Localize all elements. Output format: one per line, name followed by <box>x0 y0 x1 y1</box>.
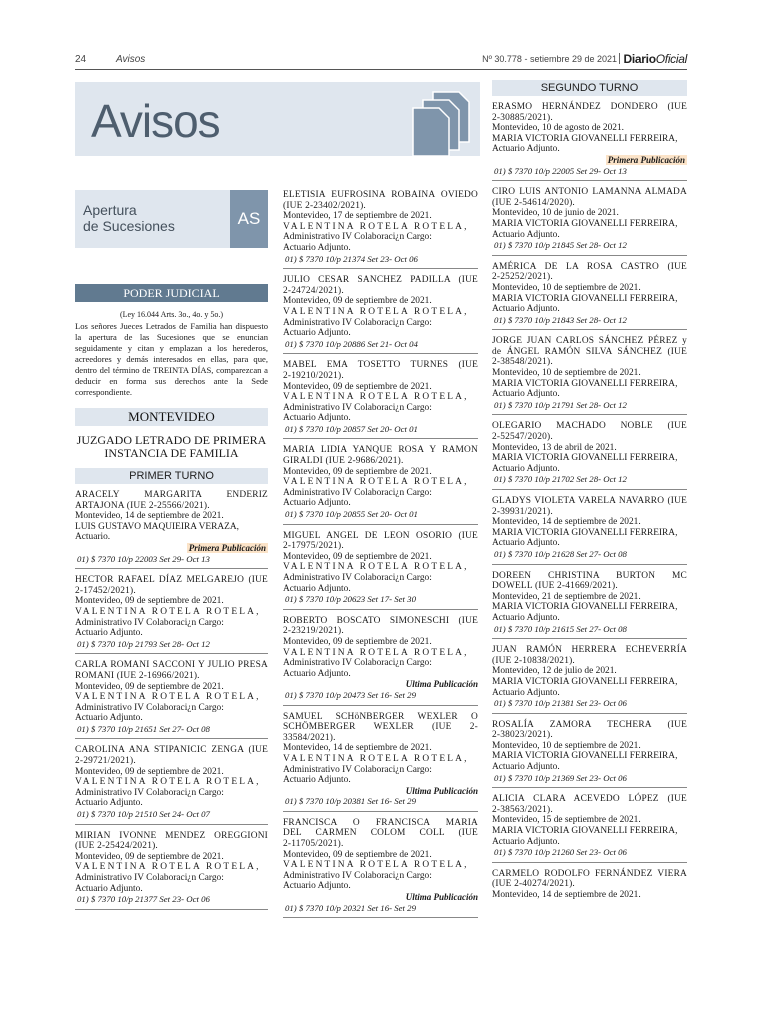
notice-name <box>75 490 268 511</box>
poder-judicial-heading: PODER JUDICIAL <box>75 284 268 302</box>
notice-reference: 01) $ 7370 10/p 20381 Set 16- Set 29 <box>285 796 416 807</box>
notice-signatory: VALENTINA ROTELA ROTELA, <box>75 692 261 703</box>
notice-signatory: MARIA VICTORIA GIOVANELLI FERREIRA, <box>492 676 678 687</box>
notice-signatory: Administrativo IV Colaboraci¿n Cargo: <box>283 317 432 328</box>
notice-entry <box>492 496 687 565</box>
notice-name-line: 2-30885/2021). <box>492 112 553 123</box>
notice-date: Montevideo, 10 de junio de 2021. <box>492 208 619 219</box>
notice-name <box>492 571 687 592</box>
notice-name-line: 2-17452/2021). <box>75 585 136 596</box>
notice-name-line: de ÁNGEL RAMÓN SILVA SÁNCHEZ (IUE <box>492 346 687 357</box>
notice-name <box>75 660 268 681</box>
notice-signatory: Actuario. <box>75 532 111 543</box>
notice-signatory: Actuario Adjunto. <box>75 798 143 809</box>
notice-reference: 01) $ 7370 10/p 21260 Set 23- Oct 06 <box>494 847 627 858</box>
brand-logo <box>619 52 687 66</box>
notice-date: Montevideo, 21 de septiembre de 2021. <box>492 591 641 602</box>
publication-label <box>283 679 478 690</box>
notice-date: Montevideo, 14 de septiembre de 2021. <box>283 743 432 754</box>
notice-name <box>283 445 478 466</box>
notice-name <box>283 360 478 381</box>
notice-signatory: Actuario Adjunto. <box>283 413 351 424</box>
notice-signatory: Actuario Adjunto. <box>283 668 351 679</box>
notice-entry <box>75 575 268 654</box>
notice-name <box>283 275 478 296</box>
turno-heading-segundo: SEGUNDO TURNO <box>492 80 687 96</box>
notice-name <box>283 616 478 637</box>
notice-name <box>492 496 687 517</box>
notice-name-line: JORGE JUAN CARLOS SÁNCHEZ PÉREZ y <box>492 336 687 347</box>
notice-name-line: GLADYS VIOLETA VARELA NAVARRO (IUE <box>492 496 687 506</box>
notice-reference: 01) $ 7370 10/p 22005 Set 29- Oct 13 <box>494 165 627 176</box>
notice-signatory: VALENTINA ROTELA ROTELA, <box>283 753 469 764</box>
notice-name-line: MABEL EMA TOSETTO TURNES (IUE <box>283 360 478 371</box>
notice-name-line: 2-23219/2021). <box>283 626 344 637</box>
notice-signatory: MARIA VICTORIA GIOVANELLI FERREIRA, <box>492 218 678 229</box>
notice-reference: 01) $ 7370 10/p 21615 Set 27- Oct 08 <box>494 623 627 634</box>
brand-bold: Diario <box>623 52 656 66</box>
notice-reference: 01) $ 7370 10/p 21381 Set 23- Oct 06 <box>494 698 627 709</box>
notice-entry <box>492 421 687 490</box>
location-heading: MONTEVIDEO <box>75 408 268 426</box>
notice-signatory: Actuario Adjunto. <box>492 612 560 623</box>
notice-name-line: HECTOR RAFAEL DÍAZ MELGAREJO (IUE <box>75 575 268 586</box>
apertura-badge: AS <box>230 190 268 248</box>
section-banner <box>75 82 480 156</box>
notice-name <box>75 745 268 766</box>
section-name: Avisos <box>116 54 146 65</box>
notice-name <box>492 336 687 368</box>
notice-entry <box>492 262 687 331</box>
apertura-line2: de Sucesiones <box>83 218 175 234</box>
notice-date: Montevideo, 14 de septiembre de 2021. <box>492 517 641 528</box>
notice-signatory: Actuario Adjunto. <box>492 836 560 847</box>
notice-name-line: OLEGARIO MACHADO NOBLE (IUE <box>492 421 687 432</box>
notice-signatory: Actuario Adjunto. <box>283 881 351 892</box>
notice-name-line: 2-24724/2021). <box>283 285 344 296</box>
intro-paragraph: Los señores Jueces Letrados de Familia han dispuesto la apertura de las Sucesiones que se enuncian seguidamente y citan y emplazan a los herederos, acreedores y demás interesados en ellas, para que, dentro del término de TREINTA DÍAS, comparezcan a deducir en forma sus derechos ante la Sede correspondiente. <box>75 321 268 397</box>
notice-entry <box>283 531 478 610</box>
notice-name-line: AMÉRICA DE LA ROSA CASTRO (IUE <box>492 261 687 272</box>
notice-signatory: VALENTINA ROTELA ROTELA, <box>283 221 469 232</box>
notice-name-line: ARACELY MARGARITA ENDERIZ <box>75 490 268 500</box>
notice-signatory: Administrativo IV Colaboraci¿n Cargo: <box>283 764 432 775</box>
notice-name-line: ELETISIA EUFROSINA ROBAINA OVIEDO <box>283 190 478 200</box>
notice-name-line: 2-25252/2021). <box>492 272 553 283</box>
notice-date: Montevideo, 12 de julio de 2021. <box>492 666 617 677</box>
notice-entry <box>492 571 687 640</box>
notice-name-line: 2-11705/2021). <box>283 839 344 850</box>
notice-name-line: DOWELL (IUE 2-41669/2021). <box>492 581 618 592</box>
notice-date: Montevideo, 09 de septiembre de 2021. <box>283 636 432 647</box>
court-heading: JUZGADO LETRADO DE PRIMERA INSTANCIA DE FAMILIA <box>76 433 267 460</box>
notice-reference: 01) $ 7370 10/p 21651 Set 27- Oct 08 <box>77 723 210 734</box>
notice-entry <box>75 831 268 910</box>
notice-name-line: 2-52547/2020). <box>492 432 553 443</box>
notice-entry <box>492 645 687 714</box>
notice-signatory: VALENTINA ROTELA ROTELA, <box>283 392 469 403</box>
notice-name-line: (IUE 2-40274/2021). <box>492 879 575 890</box>
notice-entry <box>283 360 478 439</box>
notice-signatory: Actuario Adjunto. <box>75 713 143 724</box>
notice-reference: 01) $ 7370 10/p 20855 Set 20- Oct 01 <box>285 509 418 520</box>
notice-name <box>492 102 687 123</box>
notice-signatory: Administrativo IV Colaboraci¿n Cargo: <box>75 617 224 628</box>
apertura-box <box>75 190 268 248</box>
notice-signatory: Administrativo IV Colaboraci¿n Cargo: <box>75 787 224 798</box>
notice-date: Montevideo, 09 de septiembre de 2021. <box>283 849 432 860</box>
notice-name <box>492 187 687 208</box>
notice-signatory: Actuario Adjunto. <box>492 687 560 698</box>
notice-signatory: Administrativo IV Colaboraci¿n Cargo: <box>75 702 224 713</box>
apertura-line1: Apertura <box>83 202 137 218</box>
notice-date: Montevideo, 14 de septiembre de 2021. <box>492 890 641 900</box>
notice-name-line: MIGUEL ANGEL DE LEON OSORIO (IUE <box>283 530 478 541</box>
publication-label-text: Primera Publicación <box>607 154 685 165</box>
notice-name-line: CARLA ROMANI SACCONI Y JULIO PRESA <box>75 660 268 671</box>
notice-signatory: Actuario Adjunto. <box>283 328 351 339</box>
publication-label <box>283 786 478 797</box>
notice-reference: 01) $ 7370 10/p 20623 Set 17- Set 30 <box>285 594 416 605</box>
notice-entry <box>75 490 268 569</box>
notice-signatory: Administrativo IV Colaboraci¿n Cargo: <box>283 658 432 669</box>
notice-reference: 01) $ 7370 10/p 20473 Set 16- Set 29 <box>285 689 416 700</box>
notice-name-line: ARTAJONA (IUE 2-25566/2021). <box>75 500 210 511</box>
notice-reference: 01) $ 7370 10/p 21843 Set 28- Oct 12 <box>494 314 627 325</box>
column-3 <box>492 80 687 905</box>
notice-entry <box>492 336 687 415</box>
notice-name <box>283 190 478 211</box>
notice-reference: 01) $ 7370 10/p 21510 Set 24- Oct 07 <box>77 809 210 820</box>
notice-reference: 01) $ 7370 10/p 21702 Set 28- Oct 12 <box>494 474 627 485</box>
notice-signatory: Administrativo IV Colaboraci¿n Cargo: <box>283 870 432 881</box>
notice-signatory: LUIS GUSTAVO MAQUIEIRA VERAZA, <box>75 521 240 532</box>
notice-name-line: DEL CARMEN COLOM COLL (IUE <box>283 828 478 839</box>
notice-signatory: MARIA VICTORIA GIOVANELLI FERREIRA, <box>492 453 678 464</box>
notice-date: Montevideo, 15 de septiembre de 2021. <box>492 815 641 826</box>
notice-name-line: JULIO CESAR SANCHEZ PADILLA (IUE <box>283 275 478 286</box>
publication-label <box>492 155 687 166</box>
notice-name-line: 2-39931/2021). <box>492 506 553 517</box>
notice-signatory: Actuario Adjunto. <box>492 463 560 474</box>
notice-reference: 01) $ 7370 10/p 21793 Set 28- Oct 12 <box>77 638 210 649</box>
notice-signatory: VALENTINA ROTELA ROTELA, <box>75 777 261 788</box>
publication-label-text: Ultima Publicación <box>405 785 478 796</box>
notice-name-line: (IUE 2-23402/2021). <box>283 200 366 211</box>
entries-col3 <box>492 102 687 905</box>
notice-entry <box>75 660 268 739</box>
notice-signatory: MARIA VICTORIA GIOVANELLI FERREIRA, <box>492 826 678 837</box>
notice-date: Montevideo, 09 de septiembre de 2021. <box>75 681 224 692</box>
notice-signatory: Actuario Adjunto. <box>492 304 560 315</box>
notice-name <box>492 262 687 283</box>
notice-signatory: MARIA VICTORIA GIOVANELLI FERREIRA, <box>492 527 678 538</box>
publication-label <box>75 543 268 554</box>
publication-label-text: Ultima Publicación <box>405 892 478 903</box>
notice-date: Montevideo, 09 de septiembre de 2021. <box>75 766 224 777</box>
notice-name-line: JUAN RAMÓN HERRERA ECHEVERRÍA <box>492 645 687 656</box>
notice-name <box>492 645 687 666</box>
notice-date: Montevideo, 13 de abril de 2021. <box>492 442 617 453</box>
notice-signatory: MARIA VICTORIA GIOVANELLI FERREIRA, <box>492 133 678 144</box>
notice-signatory: Actuario Adjunto. <box>492 538 560 549</box>
notice-date: Montevideo, 14 de septiembre de 2021. <box>75 511 224 522</box>
notice-signatory: Actuario Adjunto. <box>75 883 143 894</box>
notice-name-line: GIRALDI (IUE 2-9686/2021). <box>283 456 404 467</box>
banner-title: Avisos <box>91 95 220 147</box>
notice-name <box>492 421 687 442</box>
notice-reference: 01) $ 7370 10/p 21377 Set 23- Oct 06 <box>77 894 210 905</box>
notice-reference: 01) $ 7370 10/p 20857 Set 20- Oct 01 <box>285 423 418 434</box>
notice-reference: 01) $ 7370 10/p 21791 Set 28- Oct 12 <box>494 399 627 410</box>
notice-signatory: VALENTINA ROTELA ROTELA, <box>283 562 469 573</box>
notice-signatory: Actuario Adjunto. <box>492 144 560 155</box>
notice-name-line: DOREEN CHRISTINA BURTON MC <box>492 570 687 581</box>
notice-reference: 01) $ 7370 10/p 21845 Set 28- Oct 12 <box>494 240 627 251</box>
notice-signatory: VALENTINA ROTELA ROTELA, <box>283 477 469 488</box>
notice-name <box>75 831 268 852</box>
notice-signatory: Actuario Adjunto. <box>492 229 560 240</box>
notice-reference: 01) $ 7370 10/p 21369 Set 23- Oct 06 <box>494 772 627 783</box>
notice-name-line: (IUE 2-25424/2021). <box>75 841 158 852</box>
notice-signatory: VALENTINA ROTELA ROTELA, <box>75 606 261 617</box>
notice-name-line: 2-29721/2021). <box>75 756 136 767</box>
column-2 <box>283 190 478 918</box>
notice-date: Montevideo, 09 de septiembre de 2021. <box>283 551 432 562</box>
page-number: 24 <box>75 54 87 65</box>
notice-date: Montevideo, 09 de septiembre de 2021. <box>75 851 224 862</box>
notice-name-line: ROMANI (IUE 2-16966/2021). <box>75 670 200 681</box>
notice-name-line: 2-19210/2021). <box>283 370 344 381</box>
notice-date: Montevideo, 17 de septiembre de 2021. <box>283 211 432 222</box>
notice-date: Montevideo, 09 de septiembre de 2021. <box>283 466 432 477</box>
notice-name <box>283 712 478 744</box>
notice-name-line: CAROLINA ANA STIPANICIC ZENGA (IUE <box>75 745 268 756</box>
notice-entry <box>283 190 478 269</box>
publication-label-text: Ultima Publicación <box>405 679 478 690</box>
notice-signatory: Administrativo IV Colaboraci¿n Cargo: <box>283 573 432 583</box>
notice-name <box>283 818 478 850</box>
notice-reference: 01) $ 7370 10/p 20886 Set 21- Oct 04 <box>285 338 418 349</box>
notice-date: Montevideo, 10 de septiembre de 2021. <box>492 282 641 293</box>
notice-date: Montevideo, 09 de septiembre de 2021. <box>75 596 224 607</box>
notice-date: Montevideo, 10 de septiembre de 2021. <box>492 740 641 751</box>
notice-name-line: 2-38548/2021). <box>492 357 553 368</box>
notice-signatory: VALENTINA ROTELA ROTELA, <box>283 860 469 871</box>
notice-signatory: Actuario Adjunto. <box>283 583 351 594</box>
entries-col2 <box>283 190 478 918</box>
notice-signatory: VALENTINA ROTELA ROTELA, <box>283 647 469 658</box>
notice-signatory: Actuario Adjunto. <box>75 628 143 639</box>
notice-name-line: CIRO LUIS ANTONIO LAMANNA ALMADA <box>492 187 687 198</box>
notice-signatory: MARIA VICTORIA GIOVANELLI FERREIRA, <box>492 293 678 304</box>
notice-name <box>492 720 687 741</box>
notice-entry <box>283 616 478 706</box>
notice-entry <box>492 869 687 905</box>
notice-name <box>492 794 687 815</box>
page-header <box>75 50 687 70</box>
notice-date: Montevideo, 09 de septiembre de 2021. <box>283 381 432 392</box>
notice-signatory: Actuario Adjunto. <box>283 242 351 253</box>
notice-name <box>492 869 687 890</box>
notice-name <box>283 531 478 552</box>
notice-signatory: Actuario Adjunto. <box>492 762 560 773</box>
notice-signatory: MARIA VICTORIA GIOVANELLI FERREIRA, <box>492 378 678 389</box>
notice-date: Montevideo, 09 de septiembre de 2021. <box>283 296 432 307</box>
notice-signatory: MARIA VICTORIA GIOVANELLI FERREIRA, <box>492 751 678 762</box>
law-reference: (Ley 16.044 Arts. 3o., 4o. y 5o.) <box>119 310 224 319</box>
issue-info: Nº 30.778 - setiembre 29 de 2021 <box>482 54 617 64</box>
notice-name-line: ROSALÍA ZAMORA TECHERA (IUE <box>492 719 687 730</box>
turno-heading-primer: PRIMER TURNO <box>75 468 268 484</box>
apertura-title <box>83 202 175 234</box>
notice-entry <box>492 102 687 181</box>
notice-reference: 01) $ 7370 10/p 20321 Set 16- Set 29 <box>285 902 416 913</box>
notice-entry <box>75 745 268 824</box>
notice-signatory: VALENTINA ROTELA ROTELA, <box>283 306 469 317</box>
notice-signatory: Administrativo IV Colaboraci¿n Cargo: <box>283 232 432 243</box>
publication-label-text: Primera Publicación <box>188 542 266 553</box>
notice-name-line: 2-38563/2021). <box>492 804 553 815</box>
notice-date: Montevideo, 10 de agosto de 2021. <box>492 123 625 134</box>
publication-label <box>283 892 478 903</box>
notice-name-line: ALICIA CLARA ACEVEDO LÓPEZ (IUE <box>492 794 687 805</box>
notice-reference: 01) $ 7370 10/p 21374 Set 23- Oct 06 <box>285 253 418 264</box>
notice-entry <box>283 712 478 812</box>
notice-entry <box>492 187 687 256</box>
notice-name-line: 2-38023/2021). <box>492 730 553 741</box>
notice-entry <box>492 720 687 789</box>
notice-name-line: (IUE 2-10838/2021). <box>492 655 575 666</box>
notice-signatory: Actuario Adjunto. <box>283 775 351 786</box>
entries-col1 <box>75 490 268 910</box>
notice-entry <box>283 275 478 354</box>
notice-reference: 01) $ 7370 10/p 22003 Set 29- Oct 13 <box>77 553 210 564</box>
notice-entry <box>492 794 687 863</box>
notice-signatory: VALENTINA ROTELA ROTELA, <box>75 862 261 873</box>
documents-icon <box>411 90 471 156</box>
notice-signatory: MARIA VICTORIA GIOVANELLI FERREIRA, <box>492 602 678 613</box>
notice-name-line: SAMUEL SCHöNBERGER WEXLER O <box>283 711 478 722</box>
notice-signatory: Administrativo IV Colaboraci¿n Cargo: <box>283 487 432 498</box>
brand-italic: Oficial <box>655 52 687 66</box>
notice-name-line: MARIA LIDIA YANQUE ROSA Y RAMON <box>283 445 478 456</box>
notice-name-line: 2-17975/2021). <box>283 541 344 552</box>
notice-signatory: Actuario Adjunto. <box>492 389 560 400</box>
notice-entry <box>283 818 478 918</box>
notice-name-line: MIRIAN IVONNE MENDEZ OREGGIONI <box>75 830 268 841</box>
notice-entry <box>283 445 478 524</box>
notice-signatory: Administrativo IV Colaboraci¿n Cargo: <box>283 402 432 413</box>
notice-name-line: ERASMO HERNÁNDEZ DONDERO (IUE <box>492 102 687 112</box>
notice-date: Montevideo, 10 de septiembre de 2021. <box>492 368 641 379</box>
notice-signatory: Administrativo IV Colaboraci¿n Cargo: <box>75 873 224 883</box>
notice-name-line: (IUE 2-54614/2020). <box>492 197 575 208</box>
column-1 <box>75 190 268 910</box>
notice-name-line: ROBERTO BOSCATO SIMONESCHI (IUE <box>283 615 478 626</box>
notice-reference: 01) $ 7370 10/p 21628 Set 27- Oct 08 <box>494 548 627 559</box>
notice-name-line: FRANCISCA O FRANCISCA MARIA <box>283 817 478 828</box>
notice-name-line: SCHÖMBERGER WEXLER (IUE 2-33584/2021). <box>283 722 478 743</box>
notice-name-line: CARMELO RODOLFO FERNÁNDEZ VIERA <box>492 868 687 879</box>
notice-name <box>75 575 268 596</box>
notice-signatory: Actuario Adjunto. <box>283 498 351 509</box>
